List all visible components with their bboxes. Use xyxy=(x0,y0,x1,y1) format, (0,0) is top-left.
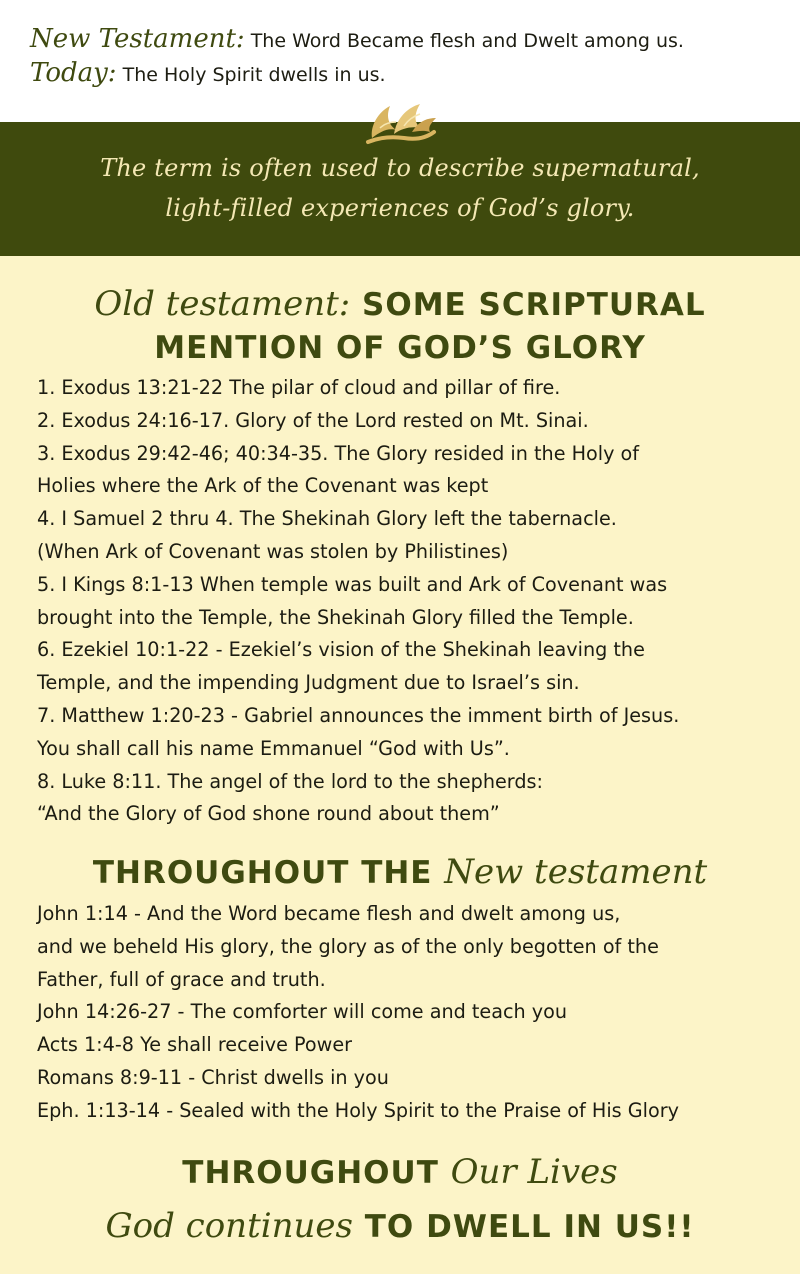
old-testament-list xyxy=(37,372,777,831)
list-line: 6. Ezekiel 10:1-22 - Ezekiel’s vision of the Shekinah leaving the xyxy=(37,638,645,662)
content-section xyxy=(0,256,800,1274)
new-testament-heading-text: THROUGHOUT THE xyxy=(92,855,433,891)
list-line: John 14:26-27 - The comforter will come and teach you xyxy=(37,1000,568,1024)
intro-text: The Word Became flesh and Dwelt among us. xyxy=(250,30,684,52)
list-line: 1. Exodus 13:21-22 The pilar of cloud and pillar of fire. xyxy=(37,376,561,399)
list-line: John 1:14 - And the Word became flesh and dwelt among us, xyxy=(37,902,621,925)
closing-line-1 xyxy=(0,1152,800,1192)
old-testament-heading-text: SOME SCRIPTURAL xyxy=(362,287,706,323)
list-line: Romans 8:9-11 - Christ dwells in you xyxy=(37,1065,389,1089)
closing-script: Our Lives xyxy=(450,1152,618,1192)
list-line: 7. Matthew 1:20-23 - Gabriel announces the imment birth of Jesus. xyxy=(37,703,680,727)
intro-script-label: New Testament: xyxy=(30,24,245,54)
new-testament-heading xyxy=(0,852,800,892)
golden-flourish-icon xyxy=(360,98,440,148)
old-testament-heading xyxy=(0,284,800,324)
closing-heading-text: TO DWELL IN US!! xyxy=(364,1209,695,1245)
list-line: Father, full of grace and truth. xyxy=(37,967,326,991)
list-line: (When Ark of Covenant was stolen by Philistines) xyxy=(37,539,509,563)
list-line: 5. I Kings 8:1-13 When temple was built and Ark of Covenant was xyxy=(37,572,668,596)
list-line: and we beheld His glory, the glory as of the only begotten of the xyxy=(37,934,659,958)
closing-script: God continues xyxy=(105,1206,353,1246)
band-quote-line: light-filled experiences of God’s glory. xyxy=(165,194,635,222)
closing-heading-text: THROUGHOUT xyxy=(182,1155,439,1191)
intro-line-today xyxy=(30,58,386,88)
old-testament-heading-line2: MENTION OF GOD’S GLORY xyxy=(154,330,646,366)
intro-script-label: Today: xyxy=(30,58,117,88)
list-line: brought into the Temple, the Shekinah Glory filled the Temple. xyxy=(37,605,634,629)
list-line: 3. Exodus 29:42-46; 40:34-35. The Glory resided in the Holy of xyxy=(37,441,640,465)
list-line: 4. I Samuel 2 thru 4. The Shekinah Glory left the tabernacle. xyxy=(37,507,617,531)
list-line: Temple, and the impending Judgment due to Israel’s sin. xyxy=(37,671,580,695)
list-line: Holies where the Ark of the Covenant was kept xyxy=(37,474,489,498)
list-line: “And the Glory of God shone round about them” xyxy=(37,802,500,826)
band-quote-line: The term is often used to describe supernatural, xyxy=(100,154,700,182)
list-line: Eph. 1:13-14 - Sealed with the Holy Spirit to the Praise of His Glory xyxy=(37,1098,679,1122)
intro-text: The Holy Spirit dwells in us. xyxy=(122,64,386,86)
list-line: 2. Exodus 24:16-17. Glory of the Lord rested on Mt. Sinai. xyxy=(37,408,589,432)
new-testament-list xyxy=(37,898,777,1128)
list-line: 8. Luke 8:11. The angel of the lord to the shepherds: xyxy=(37,769,543,793)
closing-line-2 xyxy=(0,1206,800,1246)
old-testament-script: Old testament: xyxy=(94,284,351,324)
list-line: Acts 1:4-8 Ye shall receive Power xyxy=(37,1033,353,1057)
list-line: You shall call his name Emmanuel “God with Us”. xyxy=(37,736,510,760)
new-testament-script: New testament xyxy=(444,852,708,892)
intro-line-new-testament xyxy=(30,24,684,54)
